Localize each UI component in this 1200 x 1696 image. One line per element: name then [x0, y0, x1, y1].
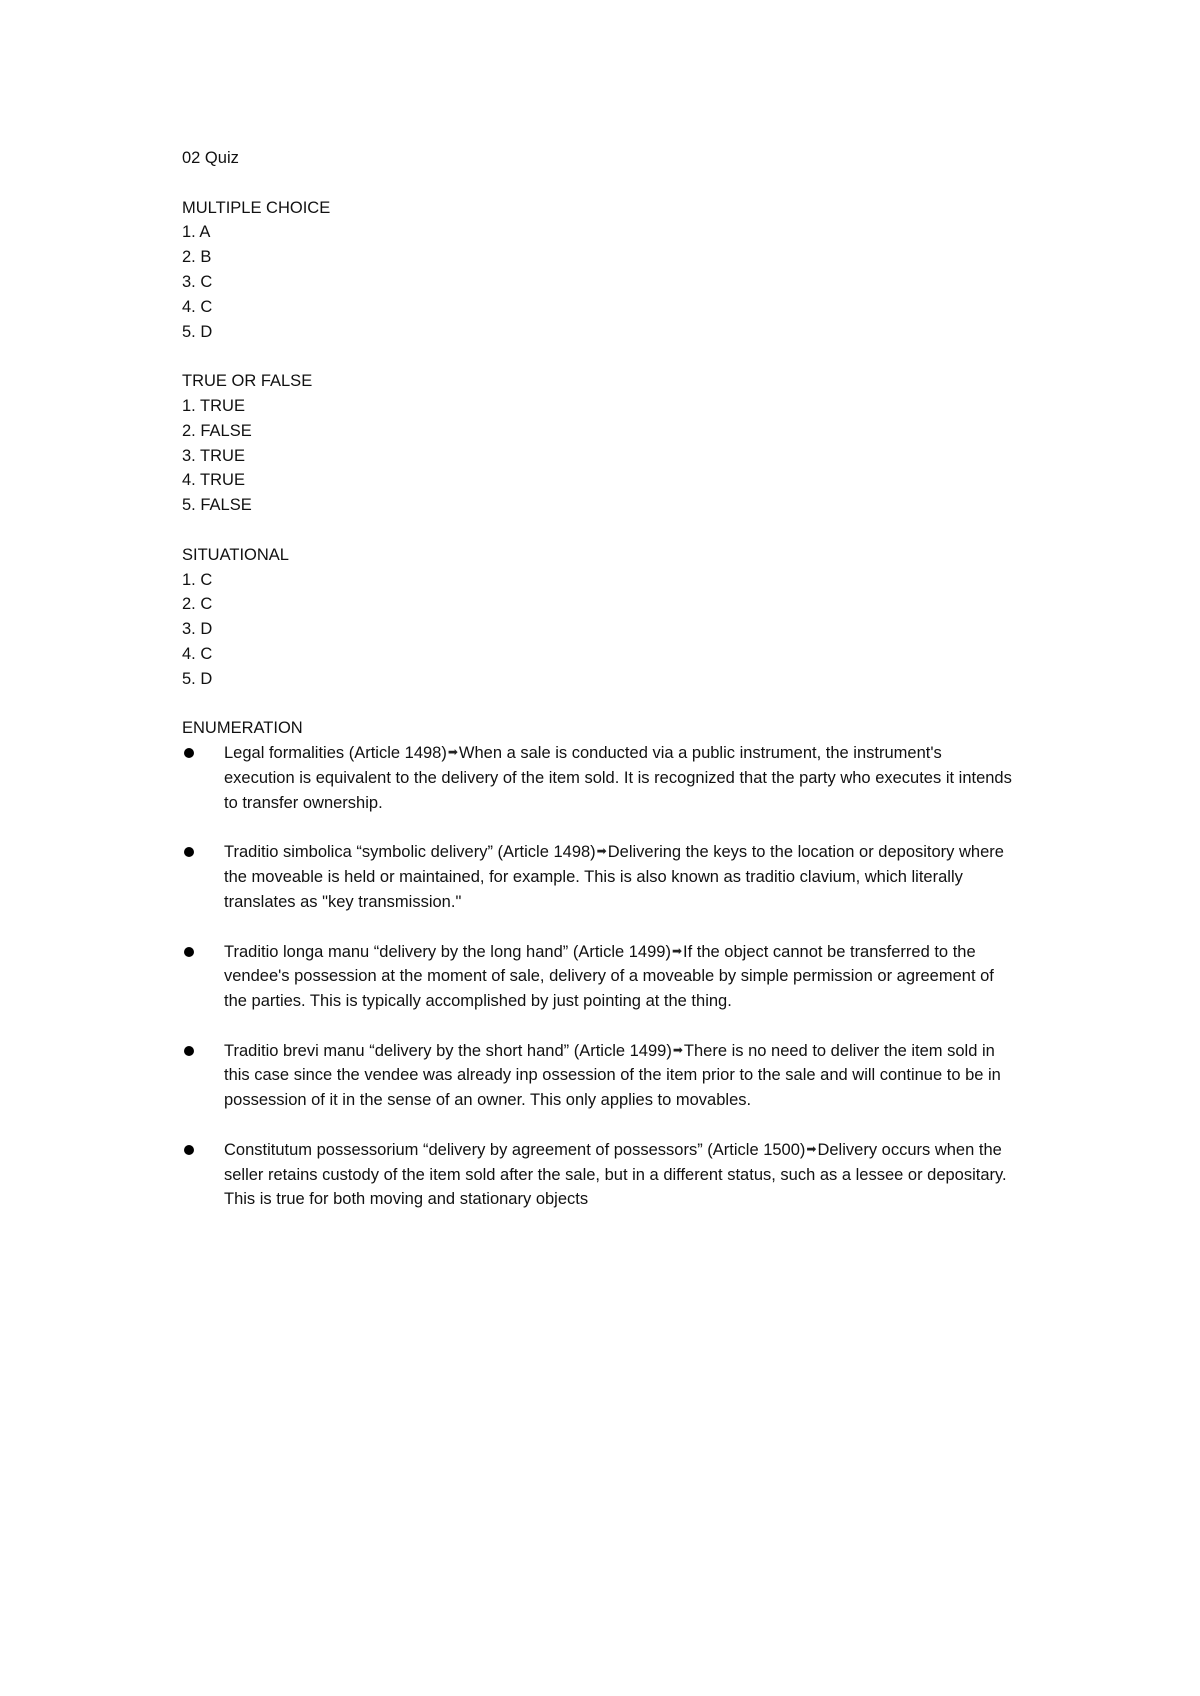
- answer-item: 5. D: [182, 322, 213, 341]
- arrow-icon: ➡: [672, 1042, 683, 1057]
- bullet-icon: [184, 947, 194, 957]
- answer-item: 1. A: [182, 223, 211, 242]
- enumeration-description: When a sale is conducted via a public instrument, the instrument's execution is equivalent to the delivery of the item sold. It is recognized that the party who executes it intends to transfer ownership.: [224, 744, 1012, 812]
- section-enumeration: [182, 716, 1012, 1212]
- bullet-icon: [184, 1145, 194, 1155]
- enumeration-term: Traditio longa manu “delivery by the long hand” (Article 1499): [224, 942, 671, 961]
- answer-item: 1. C: [182, 570, 213, 589]
- enumeration-item: [182, 1138, 1012, 1212]
- answer-item: 5. FALSE: [182, 496, 252, 515]
- enumeration-term: Traditio simbolica “symbolic delivery” (Article 1498): [224, 843, 596, 862]
- answer-list: [182, 394, 1012, 518]
- enumeration-item: [182, 940, 1012, 1014]
- answer-item: 2. B: [182, 248, 212, 267]
- answer-item: 3. D: [182, 620, 213, 639]
- enumeration-term: Legal formalities (Article 1498): [224, 744, 447, 763]
- enumeration-list: [182, 741, 1012, 1212]
- enumeration-item: [182, 741, 1012, 815]
- answer-item: 4. C: [182, 297, 213, 316]
- answer-item: 4. TRUE: [182, 471, 245, 490]
- arrow-icon: ➡: [447, 745, 458, 760]
- answer-item: 3. C: [182, 272, 213, 291]
- section-heading: TRUE OR FALSE: [182, 372, 313, 391]
- document-body: [182, 146, 1012, 1237]
- enumeration-term: Constitutum possessorium “delivery by agreement of possessors” (Article 1500): [224, 1140, 806, 1159]
- section-heading: ENUMERATION: [182, 719, 303, 738]
- answer-item: 4. C: [182, 644, 213, 663]
- bullet-icon: [184, 847, 194, 857]
- document-title: 02 Quiz: [182, 149, 239, 167]
- answer-item: 3. TRUE: [182, 446, 245, 465]
- enumeration-description: There is no need to deliver the item sold in this case since the vendee was already inp ossession of the item prior to the sale and will continue to be in possession of it in the sense of an owner. This only applies to movables.: [224, 1041, 1001, 1110]
- section-situational: [182, 543, 1012, 692]
- enumeration-term: Traditio brevi manu “delivery by the short hand” (Article 1499): [224, 1041, 672, 1060]
- arrow-icon: ➡: [806, 1141, 817, 1156]
- bullet-icon: [184, 1046, 194, 1056]
- arrow-icon: ➡: [671, 943, 683, 958]
- bullet-icon: [184, 748, 194, 758]
- section-heading: MULTIPLE CHOICE: [182, 198, 331, 217]
- enumeration-item: [182, 1039, 1012, 1113]
- answer-item: 2. C: [182, 595, 213, 614]
- section-heading: SITUATIONAL: [182, 545, 289, 564]
- enumeration-item: [182, 840, 1012, 914]
- enumeration-description: Delivering the keys to the location or depository where the moveable is held or maintained, for example. This is also known as traditio clavium, which literally translates as "key transmission.": [224, 843, 1004, 911]
- answer-item: 1. TRUE: [182, 396, 245, 415]
- enumeration-description: If the object cannot be transferred to the vendee's possession at the moment of sale, delivery of a moveable by simple permission or agreement of the parties. This is typically accomplished by just pointing at the thing.: [224, 942, 994, 1011]
- answer-list: [182, 220, 1012, 344]
- section-multiple-choice: [182, 196, 1012, 345]
- arrow-icon: ➡: [596, 844, 607, 859]
- section-true-or-false: [182, 369, 1012, 518]
- answer-item: 2. FALSE: [182, 421, 252, 440]
- answer-list: [182, 568, 1012, 692]
- enumeration-description: Delivery occurs when the seller retains custody of the item sold after the sale, but in a different status, such as a lessee or depositary. This is true for both moving and stationary objects: [224, 1140, 1007, 1209]
- answer-item: 5. D: [182, 669, 213, 688]
